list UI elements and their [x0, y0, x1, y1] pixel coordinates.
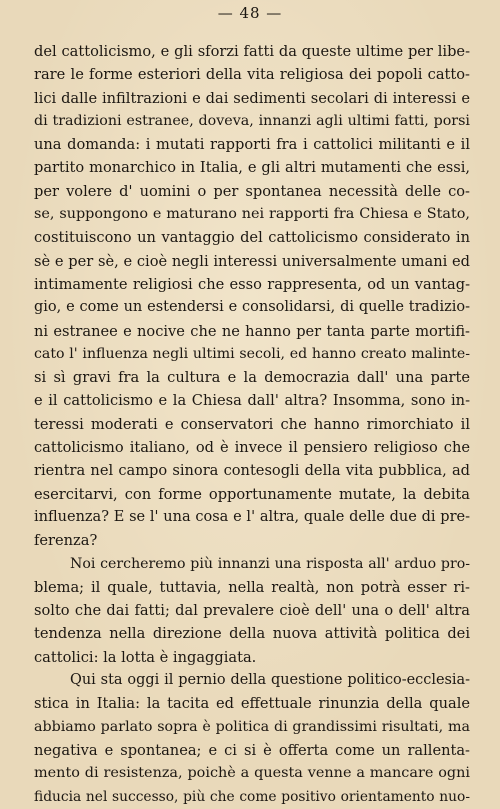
- text-line: di tradizioni estranee, doveva, innanzi agli ultimi fatti, porsi: [34, 112, 470, 129]
- text-line: mento di resistenza, poichè a questa venne a mancare ogni: [34, 765, 470, 782]
- text-line: ni estranee e nocive che ne hanno per tanta parte mortifi-: [34, 322, 470, 340]
- text-line: una domanda: i mutati rapporti fra i cattolici militanti e il: [34, 136, 470, 154]
- text-line: teressi moderati e conservatori che hanno rimorchiato il: [34, 415, 470, 433]
- text-line: cato l' influenza negli ultimi secoli, ed hanno creato malinte-: [34, 345, 470, 362]
- text-line: esercitarvi, con forme opportunamente mutate, la debita: [34, 485, 470, 503]
- text-line: lici dalle infiltrazioni e dai sedimenti secolari di interessi e: [34, 89, 470, 107]
- paragraph-start-line: Noi cercheremo più innanzi una risposta all' arduo pro-: [70, 555, 470, 572]
- text-line: fiducia nel successo, più che come positivo orientamento nuo-: [34, 788, 470, 805]
- page-number: — 48 —: [217, 4, 283, 22]
- text-line: rientra nel campo sinora contesogli della vita pubblica, ad: [34, 462, 470, 480]
- text-line: sè e per sè, e cioè negli interessi universalmente umani ed: [34, 252, 470, 270]
- text-line: per volere d' uomini o per spontanea necessità delle co-: [34, 182, 470, 200]
- body-text: [34, 40, 470, 809]
- text-line: stica in Italia: la tacita ed effettuale rinunzia della quale: [34, 695, 470, 713]
- text-line: abbiamo parlato sopra è politica di grandissimi risultati, ma: [34, 718, 470, 735]
- text-line: gio, e come un estendersi e consolidarsi, di quelle tradizio-: [34, 299, 470, 316]
- text-line: si sì gravi fra la cultura e la democrazia dall' una parte: [34, 369, 470, 387]
- text-line: partito monarchico in Italia, e gli altri mutamenti che essi,: [34, 159, 470, 177]
- text-line: rare le forme esteriori della vita religiosa dei popoli catto-: [34, 66, 470, 84]
- paragraph-end-line: ferenza?: [34, 532, 98, 550]
- text-line: blema; il quale, tuttavia, nella realtà, non potrà esser ri-: [34, 578, 470, 596]
- text-line: tendenza nella direzione della nuova attività politica dei: [34, 625, 470, 643]
- paragraph-end-line: cattolici: la lotta è ingaggiata.: [34, 648, 257, 666]
- text-line: se, suppongono e maturano nei rapporti fra Chiesa e Stato,: [34, 206, 470, 223]
- text-line: intimamente religiosi che esso rappresenta, od un vantag-: [34, 275, 470, 293]
- text-line: negativa e spontanea; e ci si è offerta come un rallenta-: [34, 741, 470, 759]
- text-line: influenza? E se l' una cosa e l' altra, quale delle due di pre-: [34, 508, 470, 525]
- text-line: e il cattolicismo e la Chiesa dall' altra? Insomma, sono in-: [34, 392, 470, 410]
- text-line: del cattolicismo, e gli sforzi fatti da queste ultime per libe-: [34, 43, 470, 60]
- text-line: costituiscono un vantaggio del cattolicismo considerato in: [34, 229, 470, 247]
- text-line: solto che dai fatti; dal prevalere cioè dell' una o dell' altra: [34, 602, 470, 620]
- paragraph-start-line: Qui sta oggi il pernio della questione politico-ecclesia-: [70, 672, 470, 689]
- text-line: cattolicismo italiano, od è invece il pensiero religioso che: [34, 439, 470, 457]
